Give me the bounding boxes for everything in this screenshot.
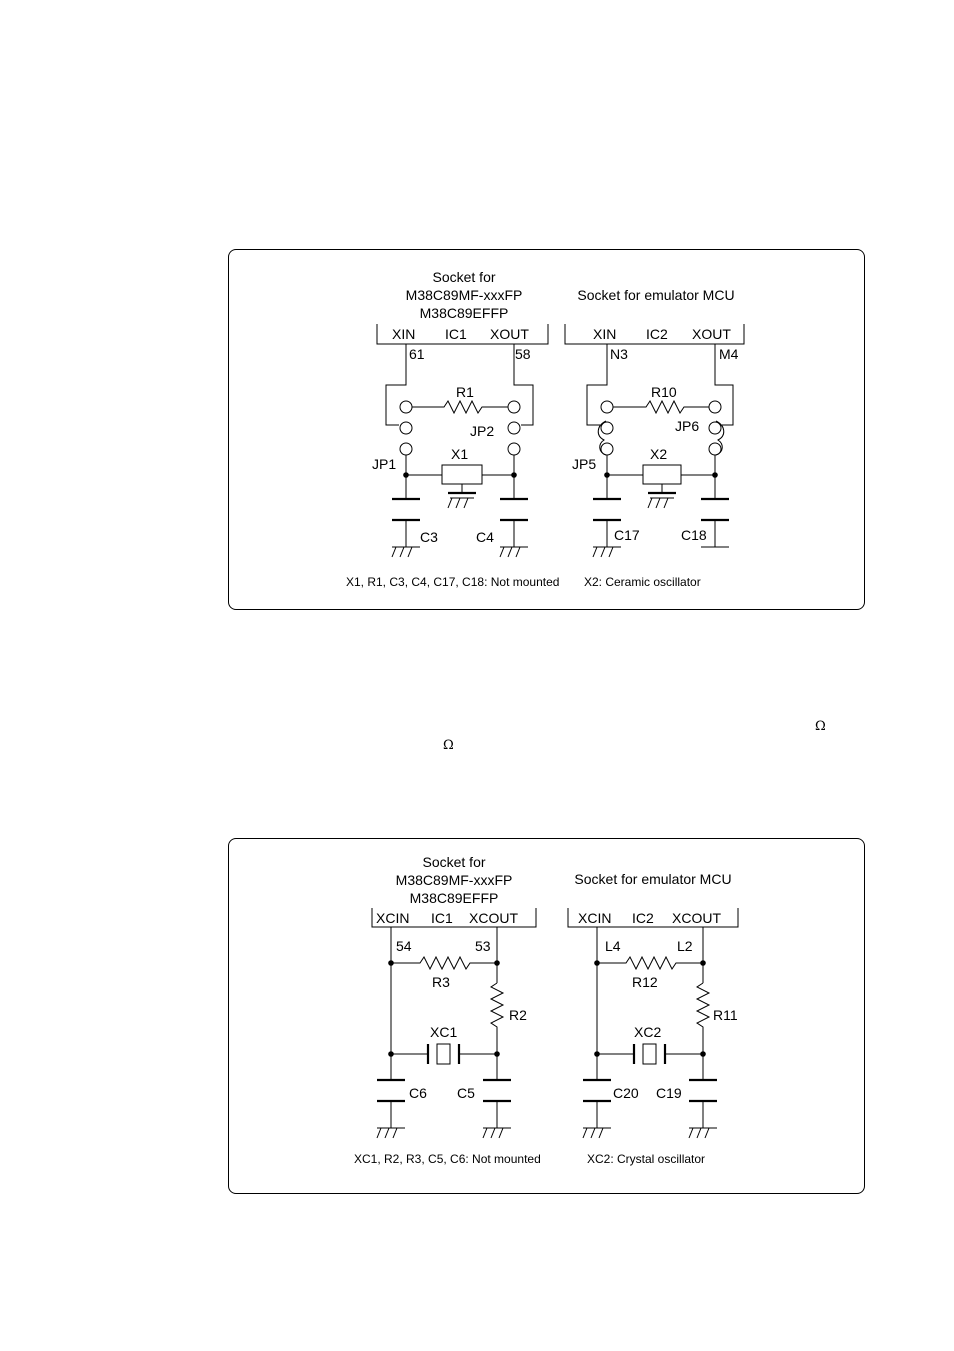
r10-label: R10 bbox=[651, 384, 677, 400]
socket-title-line3: M38C89EFFP bbox=[419, 305, 509, 321]
ic2-pin-l2: L2 bbox=[677, 938, 693, 954]
ic2-label: IC2 bbox=[646, 326, 668, 342]
ic1-pin-61: 61 bbox=[409, 346, 425, 362]
c17-label: C17 bbox=[614, 527, 640, 543]
ohm-symbol: Ω bbox=[443, 738, 454, 753]
socket-title-line1: Socket for bbox=[432, 269, 496, 285]
ic2-xcin-pin: XCIN bbox=[578, 910, 612, 926]
ohm-symbol: Ω bbox=[815, 719, 826, 734]
ic2-xcout-pin: XCOUT bbox=[672, 910, 721, 926]
ic1-pin-54: 54 bbox=[396, 938, 412, 954]
jp6-label: JP6 bbox=[675, 418, 700, 434]
figure2-note-not-mounted: XC1, R2, R3, C5, C6: Not mounted bbox=[354, 1152, 541, 1166]
c20-label: C20 bbox=[613, 1085, 639, 1101]
socket-title-line3: M38C89EFFP bbox=[409, 890, 499, 906]
ic2-pin-n3: N3 bbox=[610, 346, 628, 362]
ic2-pin-m4: M4 bbox=[719, 346, 739, 362]
emulator-socket-title: Socket for emulator MCU bbox=[577, 287, 735, 303]
c18-label: C18 bbox=[681, 527, 707, 543]
figure1-note-oscillator: X2: Ceramic oscillator bbox=[584, 575, 701, 589]
jp5-label: JP5 bbox=[572, 456, 597, 472]
ic1-xin-pin: XIN bbox=[392, 326, 416, 342]
ic1-xout-pin: XOUT bbox=[490, 326, 529, 342]
ic2-label: IC2 bbox=[632, 910, 654, 926]
x1-label: X1 bbox=[451, 446, 469, 462]
r11-label: R11 bbox=[713, 1007, 738, 1023]
x2-label: X2 bbox=[650, 446, 668, 462]
c4-label: C4 bbox=[476, 529, 494, 545]
ic1-pin-53: 53 bbox=[475, 938, 491, 954]
ic1-xcout-pin: XCOUT bbox=[469, 910, 518, 926]
c3-label: C3 bbox=[420, 529, 438, 545]
r3-label: R3 bbox=[432, 974, 450, 990]
ic2-xin-pin: XIN bbox=[593, 326, 617, 342]
c19-label: C19 bbox=[656, 1085, 682, 1101]
socket-title-line1: Socket for bbox=[422, 854, 486, 870]
ic1-label: IC1 bbox=[445, 326, 467, 342]
r1-label: R1 bbox=[456, 384, 474, 400]
xc1-label: XC1 bbox=[430, 1024, 458, 1040]
xc2-label: XC2 bbox=[634, 1024, 662, 1040]
ic1-xcin-pin: XCIN bbox=[376, 910, 410, 926]
ic1-label: IC1 bbox=[431, 910, 453, 926]
jp2-label: JP2 bbox=[470, 423, 495, 439]
r12-label: R12 bbox=[632, 974, 658, 990]
jp1-label: JP1 bbox=[372, 456, 397, 472]
c5-label: C5 bbox=[457, 1085, 475, 1101]
socket-title-line2: M38C89MF-xxxFP bbox=[395, 872, 513, 888]
socket-title-line2: M38C89MF-xxxFP bbox=[405, 287, 523, 303]
ic1-pin-58: 58 bbox=[515, 346, 531, 362]
ic2-xout-pin: XOUT bbox=[692, 326, 731, 342]
r2-label: R2 bbox=[509, 1007, 527, 1023]
figure1-note-not-mounted: X1, R1, C3, C4, C17, C18: Not mounted bbox=[346, 575, 560, 589]
figure2-note-oscillator: XC2: Crystal oscillator bbox=[587, 1152, 706, 1166]
ic2-pin-l4: L4 bbox=[605, 938, 621, 954]
c6-label: C6 bbox=[409, 1085, 427, 1101]
emulator-socket-title: Socket for emulator MCU bbox=[574, 871, 732, 887]
